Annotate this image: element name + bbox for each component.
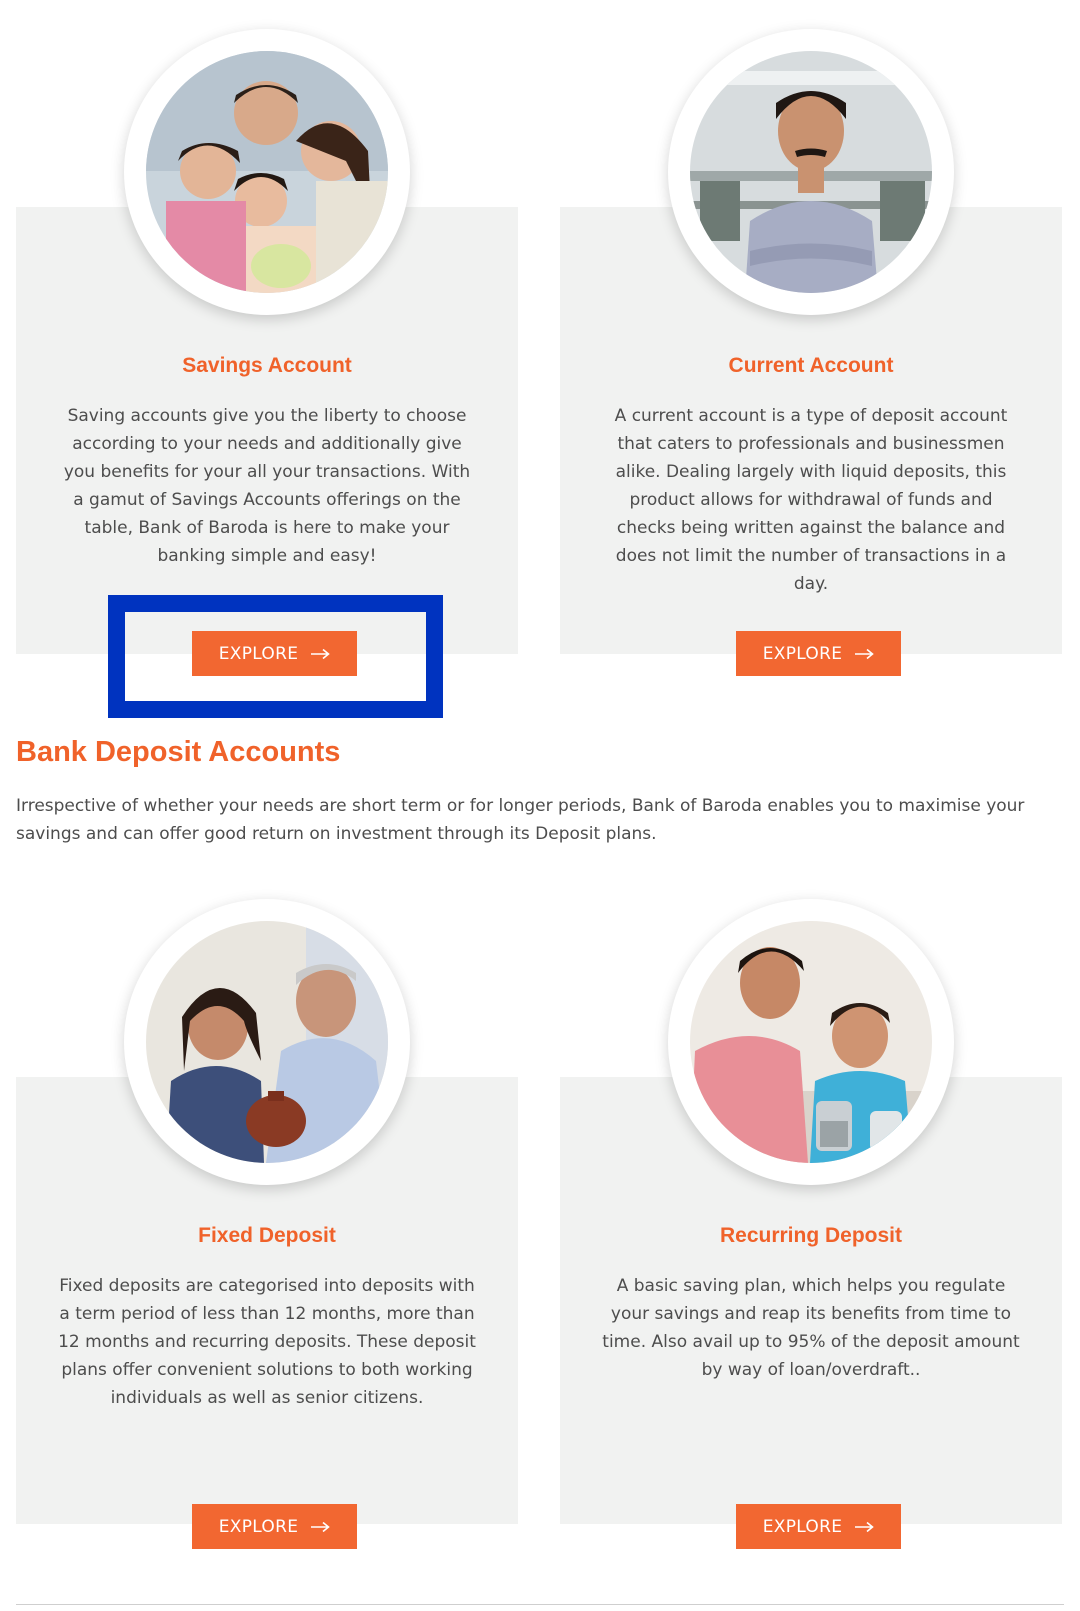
recurring-deposit-title: Recurring Deposit — [719, 1224, 903, 1247]
explore-button-label: EXPLORE — [762, 1516, 843, 1537]
explore-button-label: EXPLORE — [218, 643, 299, 664]
family-with-piggy-bank-photo — [146, 51, 388, 293]
grandfather-and-girl-photo — [146, 921, 388, 1163]
savings-account-title: Savings Account — [182, 354, 352, 377]
bank-deposit-accounts-description: Irrespective of whether your needs are short term or for longer periods, Bank of Baroda enables you to maximise your savings and can offer good return on investment through its Deposit plans. — [16, 796, 1025, 844]
fixed-deposit-title: Fixed Deposit — [198, 1224, 336, 1247]
bottom-divider — [16, 1604, 1064, 1605]
current-account-photo-frame — [668, 29, 954, 315]
recurring-deposit-explore-button[interactable] — [736, 1504, 901, 1549]
current-account-explore-button[interactable] — [736, 631, 901, 676]
savings-account-description: Saving accounts give you the liberty to choose according to your needs and additionally give you benefits for your all your transactions. With a gamut of Savings Accounts offerings on the table, Bank of Baroda is here to make your banking simple and easy! — [63, 406, 471, 566]
savings-account-photo-frame — [124, 29, 410, 315]
fixed-deposit-explore-button[interactable] — [192, 1504, 357, 1549]
bank-deposit-accounts-heading: Bank Deposit Accounts — [16, 736, 341, 768]
explore-button-label: EXPLORE — [218, 1516, 299, 1537]
arrow-right-icon — [310, 1521, 330, 1533]
businessman-in-factory-photo — [690, 51, 932, 293]
recurring-deposit-description: A basic saving plan, which helps you regulate your savings and reap its benefits from time to time. Also avail up to 95% of the deposit amount by way of loan/overdraft.. — [602, 1276, 1020, 1380]
fixed-deposit-photo-frame — [124, 899, 410, 1185]
current-account-title: Current Account — [728, 354, 894, 377]
arrow-right-icon — [854, 648, 874, 660]
explore-button-label: EXPLORE — [762, 643, 843, 664]
arrow-right-icon — [854, 1521, 874, 1533]
recurring-deposit-photo-frame — [668, 899, 954, 1185]
current-account-description: A current account is a type of deposit account that caters to professionals and businessmen alike. Dealing largely with liquid deposits, this product allows for withdrawal of funds and checks being written against the balance and does not limit the number of transactions in a day. — [614, 406, 1008, 594]
highlight-box — [108, 595, 443, 718]
father-and-son-coin-jar-photo — [690, 921, 932, 1163]
fixed-deposit-description: Fixed deposits are categorised into deposits with a term period of less than 12 months, more than 12 months and recurring deposits. These deposit plans offer convenient solutions to both working individuals as well as senior citizens. — [58, 1276, 476, 1408]
